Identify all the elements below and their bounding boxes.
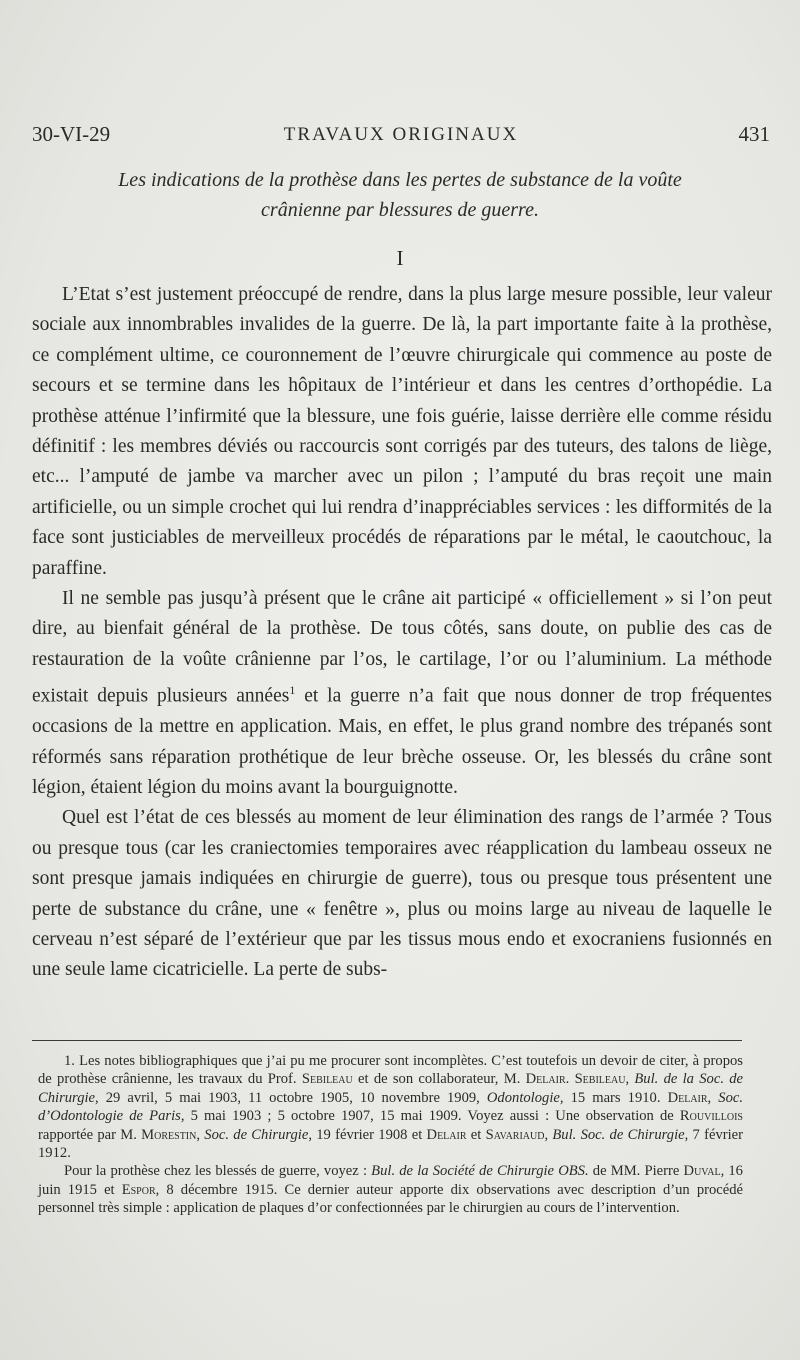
- body-text: [32, 280, 772, 986]
- fn1-text: , 15 mars 1910.: [559, 1089, 668, 1106]
- footnote-rule: [32, 1040, 742, 1041]
- article-title-line-1: Les indications de la prothèse dans les pertes de substance de la voûte: [118, 169, 682, 191]
- fn1-text: ,: [625, 1071, 635, 1088]
- fn1-text: ,: [196, 1126, 205, 1143]
- fn2-author: Espor: [121, 1181, 156, 1198]
- fn2-text: de MM. Pierre: [588, 1163, 684, 1180]
- fn1-journal: Odontologie: [486, 1089, 560, 1106]
- fn1-text: et de son collaborateur, M.: [352, 1071, 526, 1088]
- paragraph-2-text-b: et la guerre n’a fait que nous donner de trop fréquentes occasions de la mettre en application. Mais, en effet, le plus grand nombre des trépanés sont réformés sans réparation prothétique de leur brèche osseuse. Or, les blessés du crâne sont légion, étaient légion du moins avant la bourguignotte.: [32, 685, 772, 798]
- footnote-2: [38, 1162, 743, 1217]
- paragraph-1: L’Etat s’est justement préoccupé de rendre, dans la plus large mesure possible, leur valeur sociale aux innombrables invalides de la guerre. De là, la part importante faite à la prothèse, ce complément ultime, ce couronnement de l’œuvre chirurgicale qui commence au poste de secours et se termine dans les hôpitaux de l’intérieur et dans les centres d’orthopédie. La prothèse atténue l’infirmité que la blessure, une fois guérie, laisse derrière elle comme résidu définitif : les membres déviés ou raccourcis sont corrigés par des tuteurs, des talons de liège, etc... l’amputé de jambe va marcher avec un pilon ; l’amputé du bras reçoit une main artificielle, ou un simple crochet qui lui rendra d’inappréciables services : les difformités de la face sont justiciables de merveilleux procédés de réparations par le métal, le caoutchouc, la paraffine.: [32, 284, 772, 579]
- paragraph-3: Quel est l’état de ces blessés au moment de leur élimination des rangs de l’armée ? Tous ou presque tous (car les craniectomies temporaires avec réapplication du lambeau osseux ne sont presque jamais indiquées en chirurgie de guerre), tous ou presque tous présentent une perte de substance du crâne, une « fenêtre », plus ou moins large au niveau de laquelle le cerveau n’est séparé de l’extérieur que par les tissus mous endo et exocraniens fusionnés en une seule lame cicatricielle. La perte de subs-: [32, 807, 772, 981]
- footnote-ref-1: 1: [289, 683, 296, 698]
- footnotes: [38, 1052, 743, 1218]
- fn1-text: rapportée par M.: [38, 1126, 142, 1143]
- fn1-text: .: [565, 1071, 575, 1088]
- footnote-1: [38, 1052, 743, 1162]
- page-number: 431: [738, 122, 770, 146]
- fn2-journal: Bul. de la Société de Chirurgie OBS.: [371, 1163, 589, 1180]
- fn1-author: Delair: [525, 1071, 566, 1088]
- section-number: I: [396, 246, 404, 270]
- fn1-author: Morestin: [141, 1126, 197, 1143]
- fn1-author: Delair: [426, 1126, 467, 1143]
- fn1-author: Sebileau: [574, 1071, 626, 1088]
- fn1-text: et: [466, 1126, 486, 1143]
- fn1-text: , 7 février 1912.: [38, 1126, 743, 1162]
- fn1-text: , 5 mai 1903 ; 5 octobre 1907, 15 mai 1909. Voyez aussi : Une observation de: [180, 1108, 680, 1125]
- fn1-author: Delair: [667, 1089, 708, 1106]
- fn1-text: , 29 avril, 5 mai 1903, 11 octobre 1905, 10 novembre 1909,: [95, 1089, 487, 1106]
- paragraph-2: [32, 584, 772, 803]
- fn1-journal: Bul. de la Soc. de Chirurgie: [38, 1071, 744, 1106]
- fn1-text: , 19 février 1908 et: [308, 1126, 427, 1143]
- fn1-text: 1. Les notes bibliographiques que j’ai pu me procurer sont incomplètes. C’est toutefois un devoir de citer, à propos de prothèse crânienne, les travaux du Prof.: [38, 1053, 743, 1088]
- fn1-journal: Soc. de Chirurgie: [204, 1126, 309, 1143]
- fn2-text: , 8 décembre 1915. Ce dernier auteur apporte dix observations avec description d’un procédé personnel très simple : application de plaques d’or confectionnées par le chirurgien au cours de l’intervention.: [38, 1181, 743, 1217]
- paragraph-2-text-a: Il ne semble pas jusqu’à présent que le crâne ait participé « officiellement » si l’on peut dire, au bienfait général de la prothèse. De tous côtés, sans doute, on publie des cas de restauration de la voûte crânienne par l’os, le cartilage, l’or ou l’aluminium. La méthode existait depuis plusieurs années: [32, 588, 772, 707]
- fn1-author: Savariaud: [485, 1126, 545, 1143]
- fn1-author: Sebileau: [301, 1071, 353, 1088]
- fn1-journal: Soc. d’Odontologie de Paris: [38, 1089, 743, 1125]
- fn2-author: Duval: [683, 1163, 721, 1180]
- fn1-text: ,: [707, 1089, 719, 1106]
- header-title: TRAVAUX ORIGINAUX: [283, 124, 519, 145]
- fn2-text: , 16 juin 1915 et: [38, 1163, 743, 1198]
- running-head: [32, 122, 770, 152]
- fn1-text: ,: [544, 1126, 553, 1143]
- fn2-text: Pour la prothèse chez les blessés de guerre, voyez :: [64, 1163, 372, 1180]
- header-date: 30-VI-29: [32, 122, 111, 146]
- fn1-author: Rouvillois: [679, 1108, 743, 1125]
- article-title-line-2: crânienne par blessures de guerre.: [261, 199, 539, 221]
- article-title: [40, 165, 760, 225]
- fn1-journal: Bul. Soc. de Chirurgie: [552, 1126, 685, 1143]
